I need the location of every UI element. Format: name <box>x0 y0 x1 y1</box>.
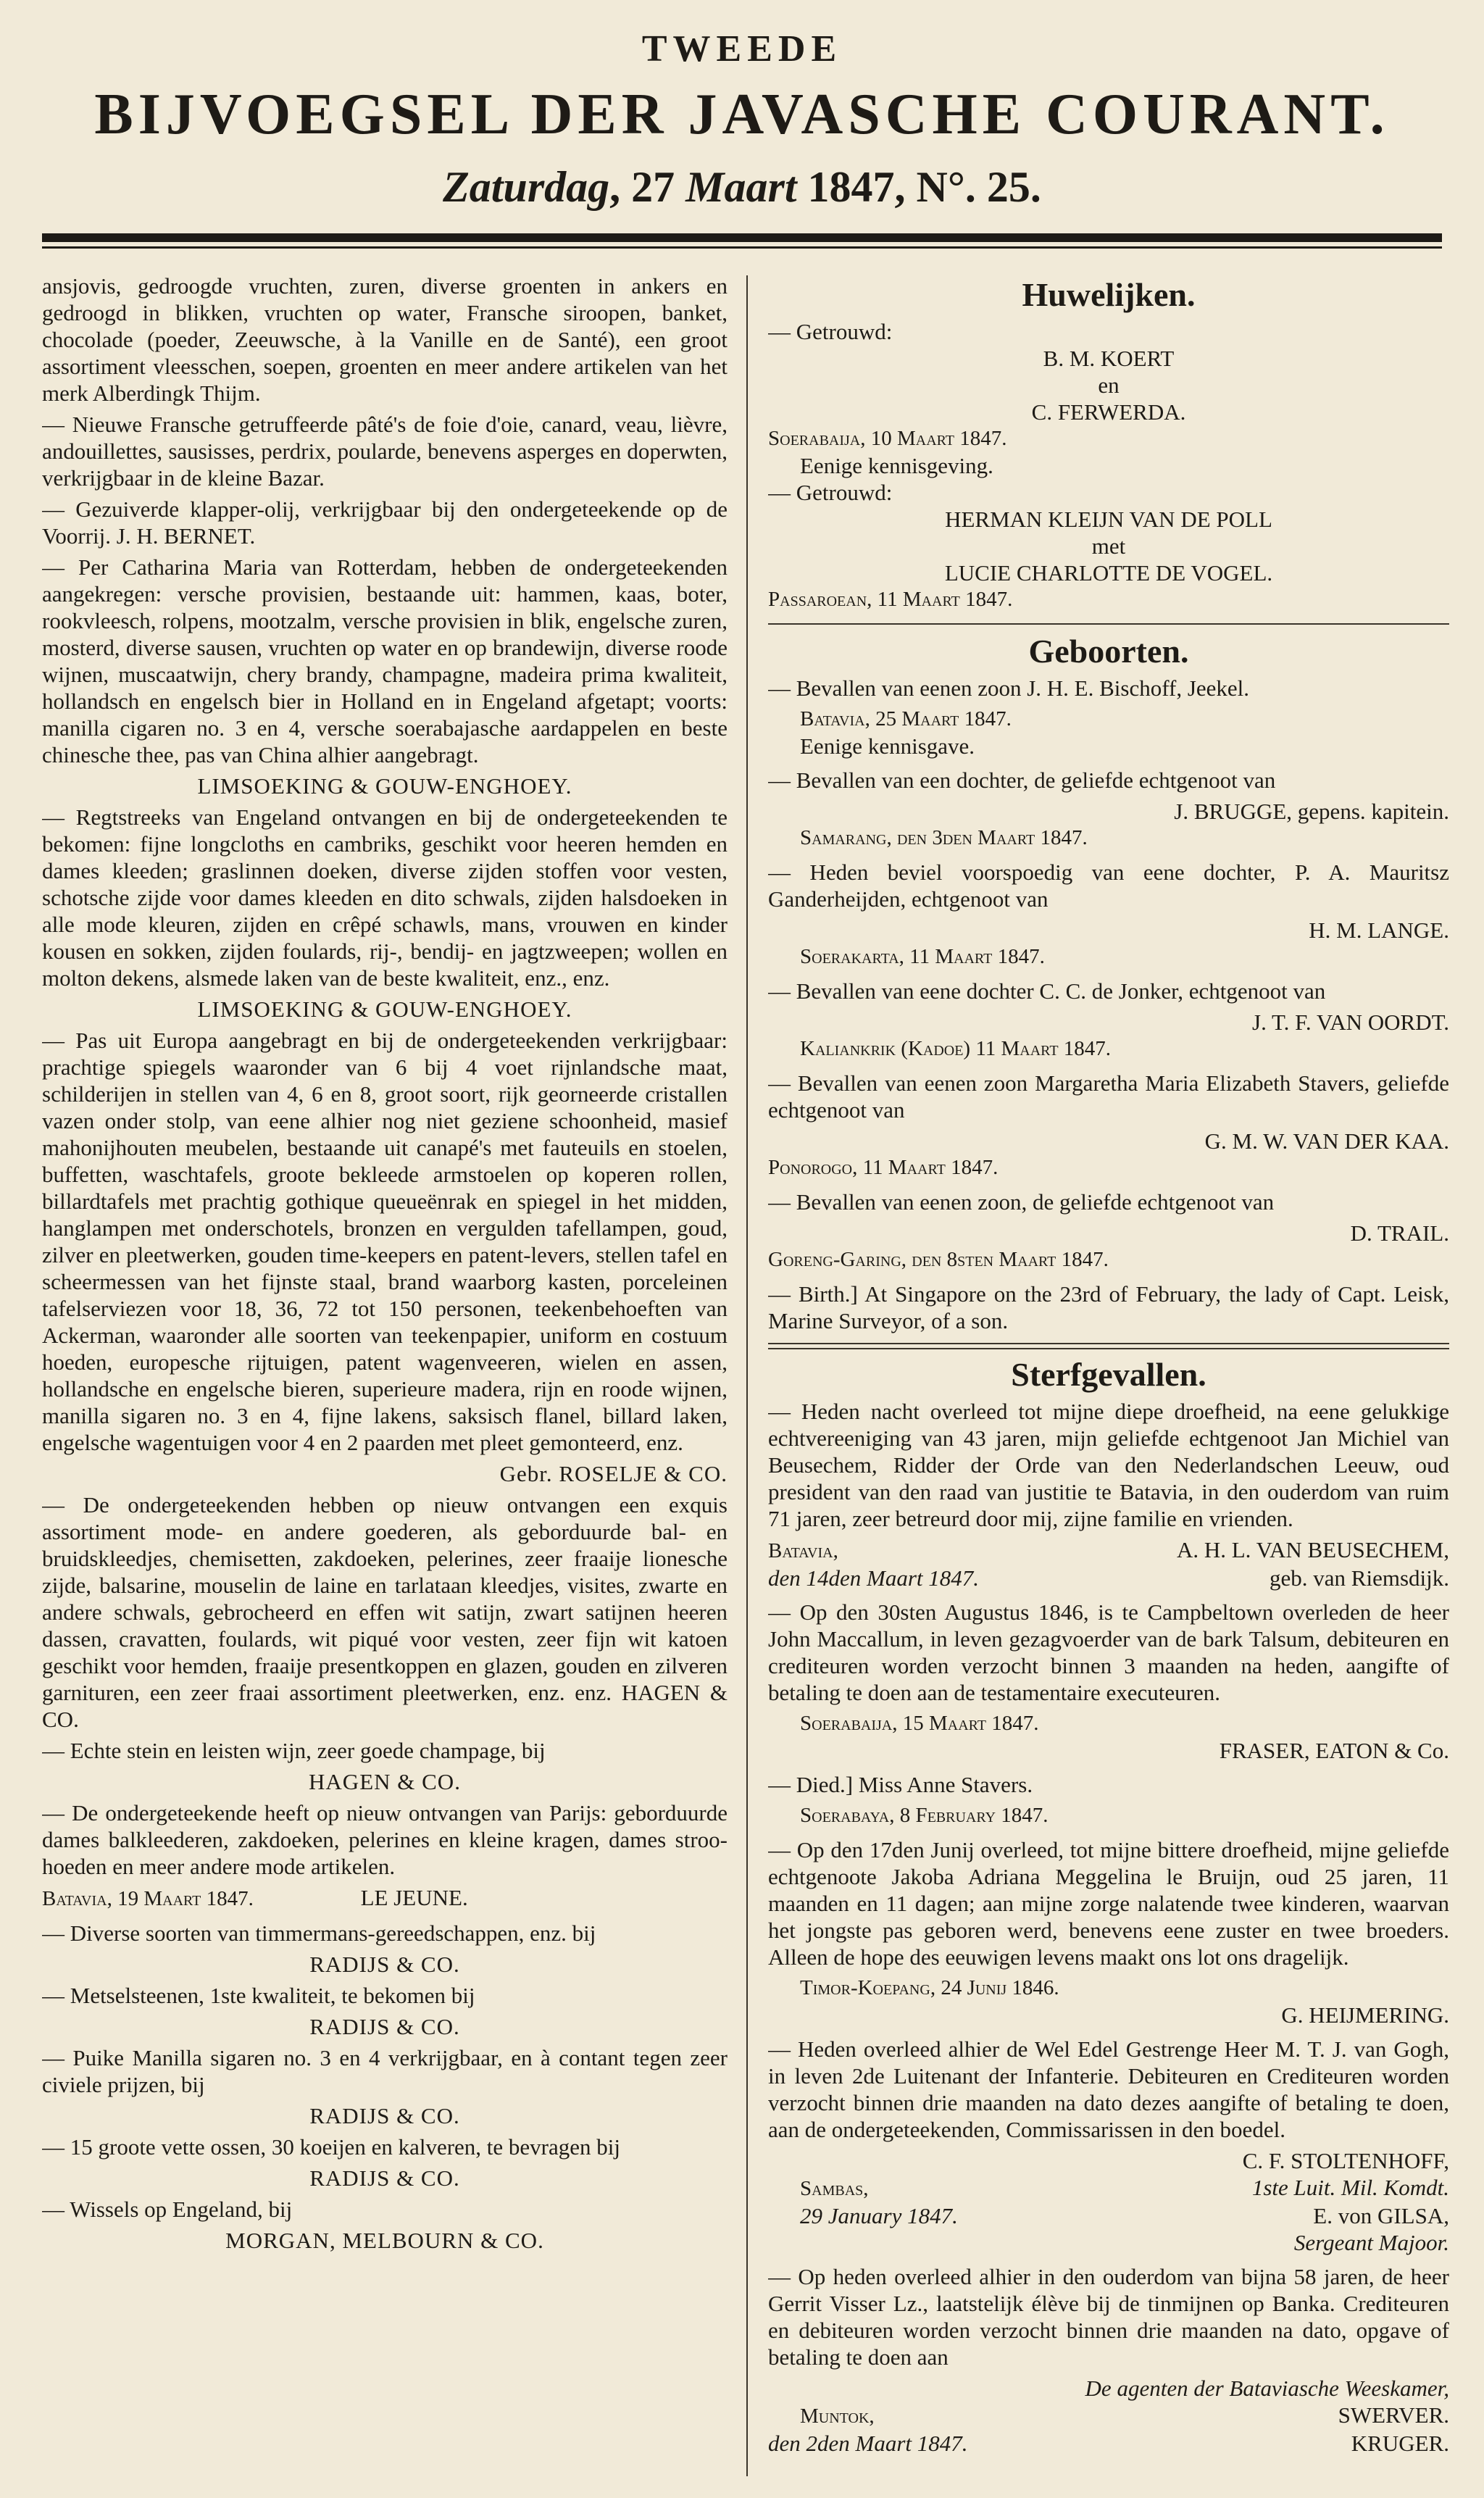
date-month: Maart <box>685 163 797 211</box>
notice-place: Sambas, <box>800 2177 869 2200</box>
advertiser-signature: LIMSOEKING & GOUW-ENGHOEY. <box>197 996 572 1022</box>
advertisement: — Nieuwe Fransche getruffeerde pâté's de foie d'oie, canard, veau, lièvre, andouillettes, sausisses, perdrix, poularde, benevens asperges en doperwten, verkrijgbaar in de kleine Bazar. <box>42 412 728 491</box>
advertiser-signature: LIMSOEKING & GOUW-ENGHOEY. <box>197 773 572 799</box>
death-notice: — Heden nacht overleed tot mijne diepe droefheid, na eene gelukkige echtvereeniging van 43 jaren, mijn geliefde echtgenoot Jan Michiel van Beusechem, Ridder der Orde van den Nederlandschen Leeuw, oud president van den raad van justitie te Batavia, in den ouderdom van ruim 71 jaren, zeer betreurd door mij, zijne familie en vrienden. <box>768 1399 1449 1531</box>
birth-notice: — Bevallen van eenen zoon, de geliefde echtgenoot van <box>768 1189 1275 1215</box>
masthead-date <box>0 162 1484 212</box>
column-divider <box>746 275 748 2476</box>
notice-signature-line <box>768 2174 1449 2202</box>
notice-date: 29 January 1847. <box>800 2203 958 2228</box>
place-date: Batavia, 19 Maart 1847. <box>42 1887 254 1910</box>
advertiser-signature: HAGEN & CO. <box>309 1769 461 1794</box>
date-year-number: 1847, N°. 25. <box>807 163 1041 211</box>
notice-signature: KRUGER. <box>1351 2431 1449 2456</box>
notice-place-date: Soerakarta, 11 Maart 1847. <box>800 945 1045 968</box>
birth-notice: — Bevallen van een dochter, de geliefde echtgenoot van <box>768 767 1276 793</box>
death-notice: — Op den 17den Junij overleed, tot mijne bittere droefheid, mijne geliefde echtgenoote Jakoba Adriana Meggelina le Bruijn, oud 25 jaren, 11 maanden en 11 dagen; aan mijne zorge nalatende twee kinderen, waarvan het jongste pas geboren werd, benevens eene zuster en twee broeders. Alleen de hope des eeuwigen levens maakt ons lot ons dragelijk. <box>768 1837 1449 1970</box>
notice-signature-line <box>768 2402 1449 2430</box>
notice-conjunction: en <box>1098 372 1120 398</box>
advertisement: — Puike Manilla sigaren no. 3 en 4 verkrijgbaar, en à contant tegen zeer civiele prijzen, bij <box>42 2045 728 2097</box>
advertisement: — De ondergeteekenden hebben op nieuw ontvangen een exquis assortiment mode- en andere goederen, als geborduurde bal- en bruidskleedjes, chemisetten, zakdoeken, pelerines, zeer fraaije lionesche zijde, balsarine, mouselin de laine en tarlataan kleedjes, visites, zwarte en andere schwals, gebrocheerd en effen wit satijn, zwart satijnen heeren dassen, cravatten, foulards, wit piqué voor vesten, zeer fijn wit katoen geschikt voor hemden, fraaije presentkoppen en glazen, gouden en zilveren garnituren, een zeer fraai assortiment pleetwerken, enz. enz. HAGEN & CO. <box>42 1492 728 1732</box>
advertisement: — Per Catharina Maria van Rotterdam, hebben de ondergeteekenden aangekregen: versche provisien, bestaande uit: hammen, kaas, boter, rookvleesch, rolpens, mootzalm, versche provisien in blik, engelsche zuren, mosterd, diverse sausen, vruchten op water en op brandewijn, diverse roode wijnen, muscaatwijn, chery brandy, champagne, madeira prima kwaliteit, hollandsch en engelsch bier in Holland en in Engeland afgetapt; voorts: manilla cigaren no. 3 en 4, versche soerabajasche aardappelen en beste chinesche thee, pas van China alhier aangebragt. <box>42 554 728 767</box>
notice-name: B. M. KOERT <box>1043 346 1175 371</box>
advertisement: — Wissels op Engeland, bij <box>42 2197 293 2222</box>
notice-signature-line <box>768 2202 1449 2229</box>
notice-place-date: Goreng-Garing, den 8sten Maart 1847. <box>768 1248 1109 1271</box>
birth-notice: — Heden beviel voorspoedig van eene dochter, P. A. Mauritsz Ganderheijden, echtgenoot van <box>768 859 1449 912</box>
date-day: Zaturdag <box>443 163 610 211</box>
advertiser-signature: RADIJS & CO. <box>309 1952 460 1977</box>
left-column <box>42 272 728 2484</box>
section-title-geboorten: Geboorten. <box>1028 633 1189 670</box>
notice-name: HERMAN KLEIJN VAN DE POLL <box>945 507 1272 532</box>
birth-notice: — Bevallen van eene dochter C. C. de Jonker, echtgenoot van <box>768 978 1326 1004</box>
notice-label: — Getrouwd: <box>768 480 893 505</box>
notice-signature: C. F. STOLTENHOFF, <box>1242 2148 1449 2173</box>
date-number: , 27 <box>609 163 675 211</box>
notice-agent: De agenten der Bataviasche Weeskamer, <box>1085 2376 1449 2401</box>
notice-rank: 1ste Luit. Mil. Komdt. <box>1251 2175 1449 2200</box>
notice-name: D. TRAIL. <box>1350 1220 1449 1246</box>
notice-name: J. T. F. VAN OORDT. <box>1252 1009 1449 1035</box>
notice-signature-line <box>768 1565 1449 1591</box>
birth-notice: — Bevallen van eenen zoon J. H. E. Bischoff, Jeekel. <box>768 675 1250 701</box>
advertisement: — Pas uit Europa aangebragt en bij de ondergeteekenden verkrijgbaar: prachtige spiegels waaronder van 6 bij 4 voet rijnlandsche maat, schilderijen in stellen van 4, 6 en 8, groot soort, rijk georneerde cristallen vazen onder stolp, van eene alhier nog niet geziene schoonheid, masief mahonijhouten meubelen, bestaande uit canapé's met fauteuils en stoelen, buffetten, waschtafels, groote bekleede armstoelen op koperen rollen, billardtafels met prachtig gothique queueënrak en spiegel in het midden, hanglampen met onderschotels, bronzen en vergulden tafellampen, goud, zilver en pleetwerken, gouden time-keepers en patent-levers, stellen tafel en scheermessen van het fijnste staal, brand waarborg kasten, porceleinen tafelserviezen voor 18, 36, 72 tot 150 personen, teekenbehoeften van Ackerman, waaronder alle soorten van teekenpapier, uniform en costuum hoeden, europesche rijtuigen, patent wagenveeren, wielen en assen, hollandsche en engelsche bieren, superieure madera, rijn en roode wijnen, manilla sigaren no. 3 en 4, fijne lakens, saksisch flanel, billard laken, engelsche wagentuigen voor 4 en 2 paarden met pleet gemonteerd, enz. <box>42 1028 728 1455</box>
masthead <box>0 0 1484 212</box>
notice-name: C. FERWERDA. <box>1031 399 1186 425</box>
masthead-rule-thin <box>42 246 1442 249</box>
notice-place-date: Soerabaya, 8 February 1847. <box>800 1804 1049 1827</box>
advertisement: — Regtstreeks van Engeland ontvangen en bij de ondergeteekenden te bekomen: fijne longcloths en cambriks, geschikt voor heeren hemden en dames kleeden; graslinnen doeken, diverse zijden stoffen voor vesten, schotsche zijde voor dames kleeden en dito schwals, zijden halsdoeken in alle mode kleuren, zijden en crêpé schawls, mans, vrouwen en kinder kousen en sokken, zijden foulards, rij-, bendij- en jagtzweepen; wollen en molton dekens, alsmede laken van de beste kwaliteit, enz., enz. <box>42 804 728 991</box>
notice-signature: SWERVER. <box>1338 2402 1449 2428</box>
advertiser-signature: RADIJS & CO. <box>309 2014 460 2039</box>
right-column <box>768 272 1449 2484</box>
notice-signature-line <box>768 2430 1449 2457</box>
notice-place-date: Passaroean, 11 Maart 1847. <box>768 588 1013 611</box>
death-notice: — Op den 30sten Augustus 1846, is te Campbeltown overleden de heer John Maccallum, in leven gezagvoerder van de bark Talsum, debiteuren en crediteuren worden verzocht binnen 3 maanden na heden, aangifte of betaling te doen aan de testamentaire executeuren. <box>768 1599 1449 1705</box>
birth-notice: — Bevallen van eenen zoon Margaretha Maria Elizabeth Stavers, geliefde echtgenoot van <box>768 1070 1449 1123</box>
advertiser-signature: MORGAN, MELBOURN & CO. <box>225 2228 544 2253</box>
masthead-title: BIJVOEGSEL DER JAVASCHE COURANT. <box>94 83 1390 146</box>
notice-name: G. M. W. VAN DER KAA. <box>1204 1128 1449 1154</box>
notice-rank: Sergeant Majoor. <box>1293 2230 1449 2255</box>
notice-name: H. M. LANGE. <box>1309 917 1449 943</box>
advertiser-signature: RADIJS & CO. <box>309 2103 460 2128</box>
notice-place-date: Soerabaija, 10 Maart 1847. <box>768 427 1007 450</box>
birth-notice: — Birth.] At Singapore on the 23rd of February, the lady of Capt. Leisk, Marine Surveyor, of a son. <box>768 1281 1449 1333</box>
notice-conjunction: met <box>1091 533 1126 559</box>
advertiser-signature: Gebr. ROSELJE & CO. <box>499 1461 728 1486</box>
masthead-supplement-number: TWEEDE <box>641 28 843 70</box>
section-separator <box>768 1343 1449 1349</box>
advertisement: — 15 groote vette ossen, 30 koeijen en kalveren, te bevragen bij <box>42 2134 620 2160</box>
advertisement: ansjovis, gedroogde vruchten, zuren, diverse groenten in ankers en gedroogd in blikken, vruchten op water, Fransche siroopen, banket, chocolade (poeder, Zeeuwsche, à la Vanille en de Santé), een groot assortiment vleesschen, soepen, groenten en meer andere artikelen van het merk Alberdingk Thijm. <box>42 273 728 406</box>
death-notice: — Heden overleed alhier de Wel Edel Gestrenge Heer M. T. J. van Gogh, in leven 2de Luitenant der Infanterie. Debiteuren en Crediteuren worden verzocht binnen drie maanden na dato dezes aangifte of betaling te doen, aan de ondergeteekenden, Commissarissen in den boedel. <box>768 2036 1449 2142</box>
notice-place: Muntok, <box>800 2405 875 2428</box>
notice-name: J. BRUGGE, gepens. kapitein. <box>1174 799 1449 824</box>
death-notice: — Died.] Miss Anne Stavers. <box>768 1772 1033 1797</box>
section-title-sterfgevallen: Sterfgevallen. <box>1011 1356 1206 1393</box>
notice-signature: E. von GILSA, <box>1313 2203 1449 2228</box>
advertisement: — De ondergeteekende heeft op nieuw ontvangen van Parijs: geborduurde dames balkleederen, zakdoeken, pelerines en kleine kragen, dames stroo-hoeden en meer andere mode artikelen. <box>42 1800 728 1879</box>
notice-name: A. H. L. VAN BEUSECHEM, <box>1176 1537 1449 1562</box>
notice-place-date: Ponorogo, 11 Maart 1847. <box>768 1156 999 1179</box>
notice-maiden-name: geb. van Riemsdijk. <box>1270 1565 1449 1591</box>
notice-place-date: Soerabaija, 15 Maart 1847. <box>800 1712 1039 1735</box>
advertisement: — Echte stein en leisten wijn, zeer goede champage, bij <box>42 1738 546 1763</box>
notice-label: — Getrouwd: <box>768 319 893 344</box>
notice-place-date: Timor-Koepang, 24 Junij 1846. <box>800 1976 1059 1999</box>
section-separator <box>768 623 1449 625</box>
notice-name: LUCIE CHARLOTTE DE VOGEL. <box>944 560 1273 586</box>
notice-signature: FRASER, EATON & Co. <box>1219 1738 1449 1763</box>
advertiser-signature: LE JEUNE. <box>360 1885 468 1910</box>
notice-date: den 14den Maart 1847. <box>768 1565 980 1591</box>
notice-place-date: Kaliankrik (Kadoe) 11 Maart 1847. <box>800 1037 1112 1060</box>
advertisement: — Metselsteenen, 1ste kwaliteit, te bekomen bij <box>42 1983 475 2008</box>
notice-signature-line <box>768 1536 1449 1565</box>
notice-note: Eenige kennisgeving. <box>800 453 993 478</box>
notice-place-date: Batavia, 25 Maart 1847. <box>800 707 1012 730</box>
notice-place: Batavia, <box>768 1539 838 1562</box>
advertisement-place-date <box>42 1884 728 1912</box>
notice-note: Eenige kennisgave. <box>800 733 975 759</box>
advertisement: — Diverse soorten van timmermans-gereedschappen, enz. bij <box>42 1920 596 1946</box>
advertiser-signature: RADIJS & CO. <box>309 2165 460 2191</box>
advertisement: — Gezuiverde klapper-olij, verkrijgbaar bij den ondergeteekende op de Voorrij. J. H. BERNET. <box>42 496 728 549</box>
death-notice: — Op heden overleed alhier in den ouderdom van bijna 58 jaren, de heer Gerrit Visser Lz., laatstelijk élève bij de tinmijnen op Banka. Crediteuren en debiteuren worden verzocht binnen drie maanden na dato, opgave of betaling te doen aan <box>768 2264 1449 2370</box>
section-title-huwelijken: Huwelijken. <box>1022 276 1196 313</box>
notice-signature: G. HEIJMERING. <box>1281 2002 1449 2028</box>
masthead-rule-thick <box>42 233 1442 242</box>
notice-date: den 2den Maart 1847. <box>768 2431 968 2456</box>
notice-place-date: Samarang, den 3den Maart 1847. <box>800 826 1088 849</box>
